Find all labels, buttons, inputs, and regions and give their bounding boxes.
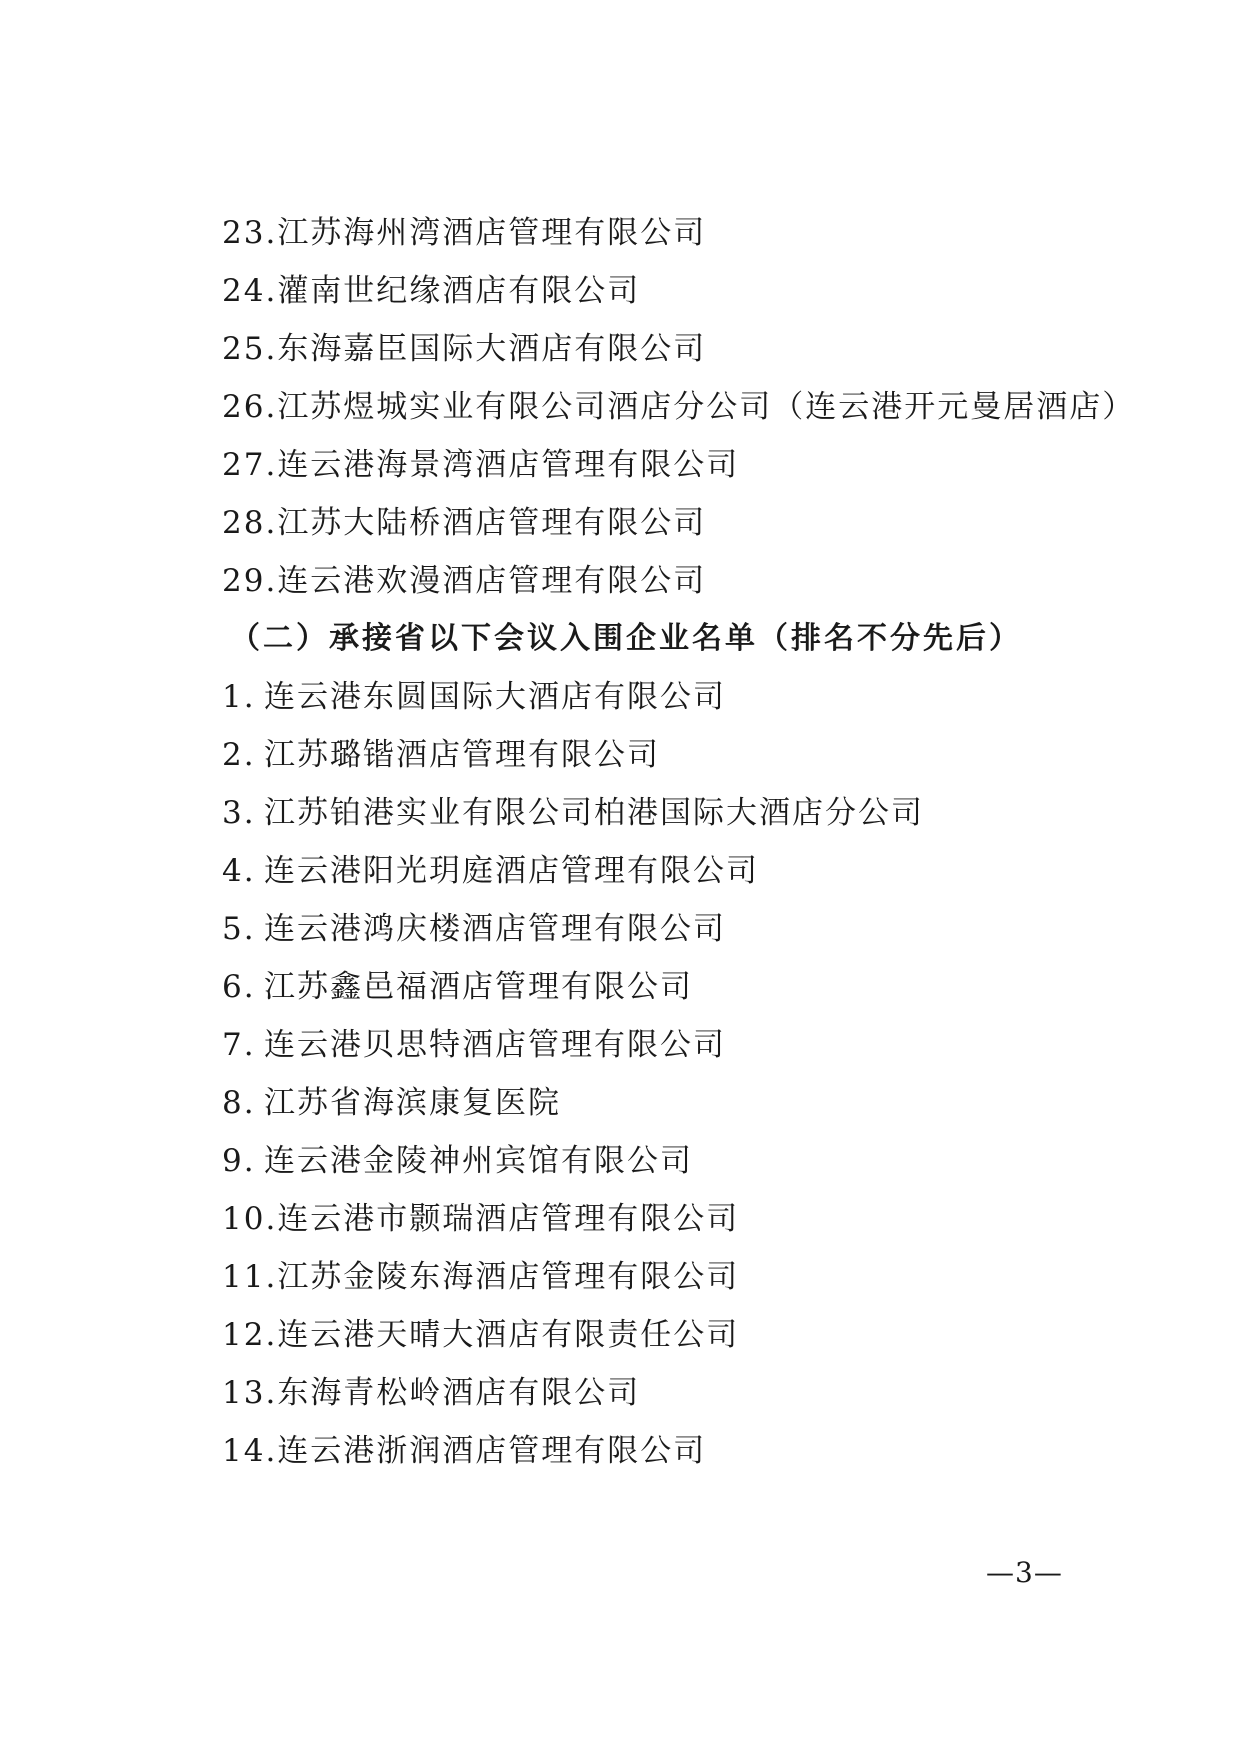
enterprise-name: 连云港阳光玥庭酒店管理有限公司 bbox=[264, 853, 759, 889]
item-number: 29. bbox=[222, 563, 278, 599]
list-item bbox=[222, 842, 1182, 900]
enterprise-name: 连云港金陵神州宾馆有限公司 bbox=[264, 1143, 693, 1179]
item-number: 26. bbox=[222, 389, 278, 425]
list-item bbox=[222, 1190, 1182, 1248]
item-number: 25. bbox=[222, 331, 278, 367]
section-two-heading: （二）承接省以下会议入围企业名单（排名不分先后） bbox=[230, 621, 1022, 656]
list-item bbox=[222, 1132, 1182, 1190]
list-item bbox=[222, 1422, 1182, 1480]
item-number: 8. bbox=[222, 1085, 256, 1121]
enterprise-list bbox=[222, 204, 1182, 1480]
list-item bbox=[222, 378, 1182, 436]
enterprise-name: 连云港浙润酒店管理有限公司 bbox=[277, 1433, 707, 1469]
list-item bbox=[222, 1016, 1182, 1074]
enterprise-name: 连云港欢漫酒店管理有限公司 bbox=[277, 563, 707, 599]
item-number: 3. bbox=[222, 795, 256, 831]
item-number: 5. bbox=[222, 911, 256, 947]
list-item bbox=[222, 784, 1182, 842]
enterprise-name: 东海嘉臣国际大酒店有限公司 bbox=[277, 331, 707, 367]
enterprise-name: 江苏璐锴酒店管理有限公司 bbox=[264, 737, 660, 773]
list-item bbox=[222, 1248, 1182, 1306]
section-two-list bbox=[222, 668, 1182, 1480]
list-item bbox=[222, 552, 1182, 610]
enterprise-name: 江苏铂港实业有限公司柏港国际大酒店分公司 bbox=[264, 795, 924, 831]
enterprise-name: 东海青松岭酒店有限公司 bbox=[277, 1375, 641, 1411]
item-number: 12. bbox=[222, 1317, 278, 1353]
enterprise-name: 连云港市颢瑞酒店管理有限公司 bbox=[277, 1201, 740, 1237]
enterprise-name: 连云港东圆国际大酒店有限公司 bbox=[264, 679, 726, 715]
page-number: —3— bbox=[986, 1556, 1063, 1589]
item-number: 7. bbox=[222, 1027, 256, 1063]
list-item bbox=[222, 1306, 1182, 1364]
item-number: 13. bbox=[222, 1375, 278, 1411]
item-number: 2. bbox=[222, 737, 256, 773]
list-item bbox=[222, 262, 1182, 320]
item-number: 24. bbox=[222, 273, 278, 309]
enterprise-name: 连云港海景湾酒店管理有限公司 bbox=[277, 447, 740, 483]
enterprise-name: 连云港鸿庆楼酒店管理有限公司 bbox=[264, 911, 726, 947]
item-number: 27. bbox=[222, 447, 278, 483]
item-number: 11. bbox=[222, 1259, 278, 1295]
enterprise-name: 江苏煜城实业有限公司酒店分公司（连云港开元曼居酒店） bbox=[277, 389, 1136, 425]
list-item bbox=[222, 1364, 1182, 1422]
section-one-list bbox=[222, 204, 1182, 610]
item-number: 28. bbox=[222, 505, 278, 541]
enterprise-name: 江苏省海滨康复医院 bbox=[264, 1085, 561, 1121]
list-item bbox=[222, 900, 1182, 958]
enterprise-name: 江苏鑫邑福酒店管理有限公司 bbox=[264, 969, 693, 1005]
enterprise-name: 江苏大陆桥酒店管理有限公司 bbox=[277, 505, 707, 541]
item-number: 6. bbox=[222, 969, 256, 1005]
item-number: 23. bbox=[222, 215, 278, 251]
list-item bbox=[222, 494, 1182, 552]
enterprise-name: 连云港贝思特酒店管理有限公司 bbox=[264, 1027, 726, 1063]
list-item bbox=[222, 668, 1182, 726]
list-item bbox=[222, 726, 1182, 784]
list-item bbox=[222, 436, 1182, 494]
list-item bbox=[222, 204, 1182, 262]
list-item bbox=[222, 1074, 1182, 1132]
item-number: 14. bbox=[222, 1433, 278, 1469]
list-item bbox=[222, 958, 1182, 1016]
list-item bbox=[222, 320, 1182, 378]
item-number: 9. bbox=[222, 1143, 256, 1179]
item-number: 10. bbox=[222, 1201, 278, 1237]
item-number: 1. bbox=[222, 679, 256, 715]
item-number: 4. bbox=[222, 853, 256, 889]
enterprise-name: 江苏海州湾酒店管理有限公司 bbox=[277, 215, 707, 251]
enterprise-name: 灌南世纪缘酒店有限公司 bbox=[277, 273, 641, 309]
enterprise-name: 江苏金陵东海酒店管理有限公司 bbox=[277, 1259, 740, 1295]
enterprise-name: 连云港天晴大酒店有限责任公司 bbox=[277, 1317, 740, 1353]
